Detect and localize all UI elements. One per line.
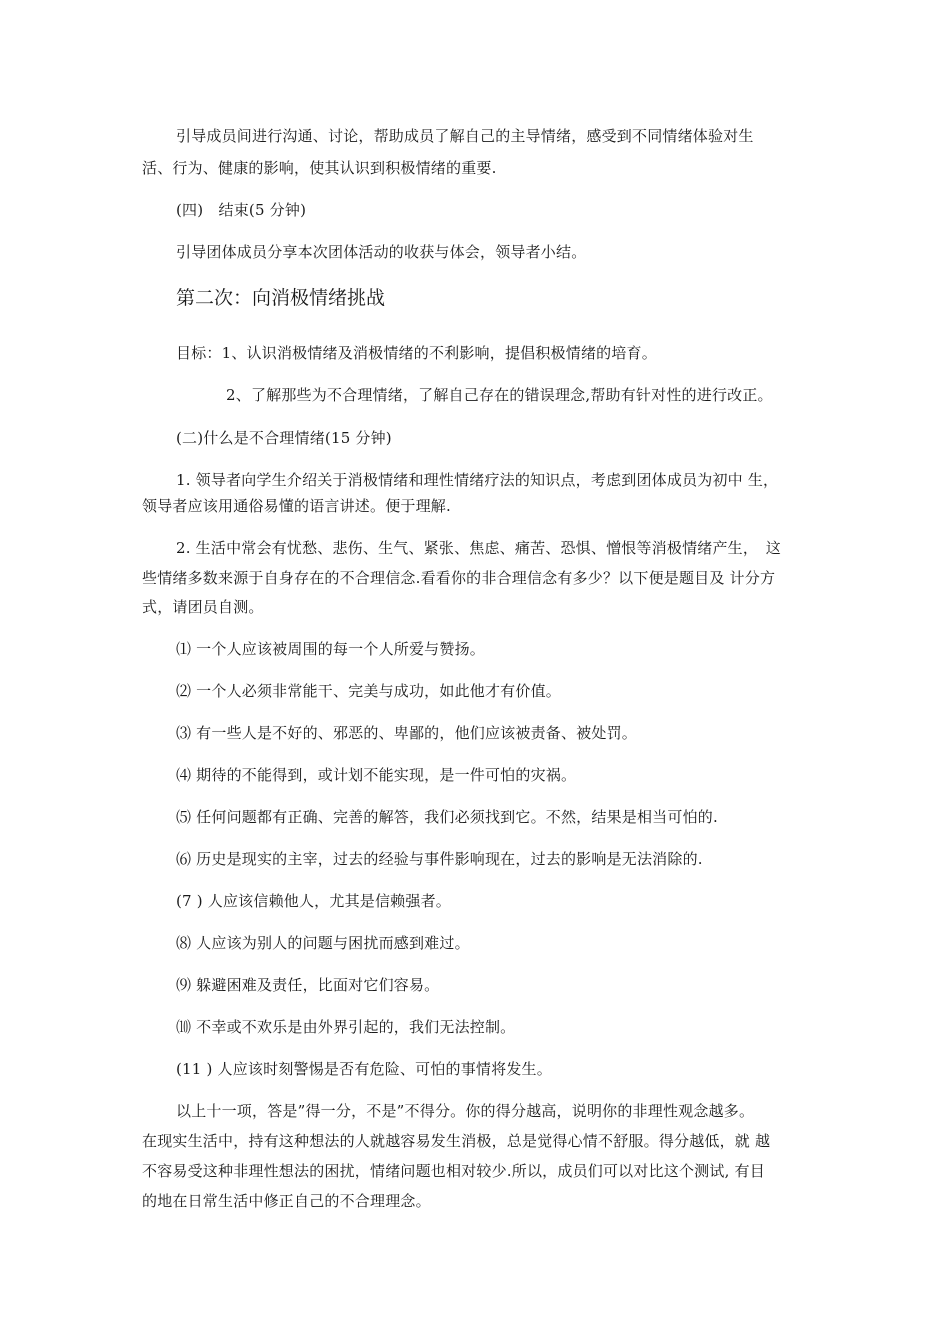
conclusion-line-1: 以上十一项，答是”得一分，不是”不得分。你的得分越高，说明你的非理性观念越多。	[176, 1102, 755, 1120]
conclusion-line-2: 在现实生活中，持有这种想法的人就越容易发生消极，总是觉得心情不舒服。得分越低，就 越	[142, 1132, 771, 1150]
list-item: (11 ) 人应该时刻警惕是否有危险、可怕的事情将发生。	[176, 1060, 552, 1078]
list-item: ⑸ 任何问题都有正确、完善的解答，我们必须找到它。不然，结果是相当可怕的.	[176, 808, 718, 826]
section-4-title: (四) 结束(5 分钟)	[176, 201, 307, 219]
session-2-heading: 第二次：向消极情绪挑战	[176, 287, 386, 309]
list-item: ⑴ 一个人应该被周围的每一个人所爱与赞扬。	[176, 640, 485, 658]
section-2-title: (二)什么是不合理情绪(15 分钟)	[176, 429, 392, 447]
section-4-text: 引导团体成员分享本次团体活动的收获与体会，领导者小结。	[176, 243, 587, 261]
goal-2: 2、了解那些为不合理情绪，了解自己存在的错误理念,帮助有针对性的进行改正。	[226, 386, 773, 404]
list-item: ⑶ 有一些人是不好的、邪恶的、卑鄙的，他们应该被责备、被处罚。	[176, 724, 637, 742]
list-item: ⑼ 躲避困难及责任，比面对它们容易。	[176, 976, 440, 994]
list-item: ⑻ 人应该为别人的问题与困扰而感到难过。	[176, 934, 470, 952]
point-2-line-3: 式，请团员自测。	[142, 598, 264, 616]
list-item: ⑹ 历史是现实的主宰，过去的经验与事件影响现在，过去的影响是无法消除的.	[176, 850, 703, 868]
conclusion-line-3: 不容易受这种非理性想法的困扰，情绪问题也相对较少.所以，成员们可以对比这个测试, 有目	[142, 1162, 765, 1180]
list-item: ⑷ 期待的不能得到，或计划不能实现，是一件可怕的灾祸。	[176, 766, 577, 784]
point-2-line-1: 2. 生活中常会有忧愁、悲伤、生气、紧张、焦虑、痛苦、恐惧、憎恨等消极情绪产生， 这	[176, 539, 781, 557]
intro-paragraph-line-2: 活、行为、健康的影响，使其认识到积极情绪的重要.	[142, 159, 497, 177]
intro-paragraph-line-1: 引导成员间进行沟通、讨论，帮助成员了解自己的主导情绪，感受到不同情绪体验对生	[176, 127, 754, 145]
point-1-line-1: 1. 领导者向学生介绍关于消极情绪和理性情绪疗法的知识点，考虑到团体成员为初中 生，	[176, 471, 779, 489]
goal-1: 目标：1、认识消极情绪及消极情绪的不利影响，提倡积极情绪的培育。	[176, 344, 657, 362]
list-item: ⑵ 一个人必须非常能干、完美与成功，如此他才有价值。	[176, 682, 561, 700]
point-2-line-2: 些情绪多数来源于自身存在的不合理信念.看看你的非合理信念有多少？以下便是题目及 计分方	[142, 569, 776, 587]
conclusion-line-4: 的地在日常生活中修正自己的不合理理念。	[142, 1192, 431, 1210]
list-item: (7 ) 人应该信赖他人，尤其是信赖强者。	[176, 892, 451, 910]
list-item: ⑽ 不幸或不欢乐是由外界引起的，我们无法控制。	[176, 1018, 516, 1036]
point-1-line-2: 领导者应该用通俗易懂的语言讲述。便于理解.	[142, 497, 451, 515]
